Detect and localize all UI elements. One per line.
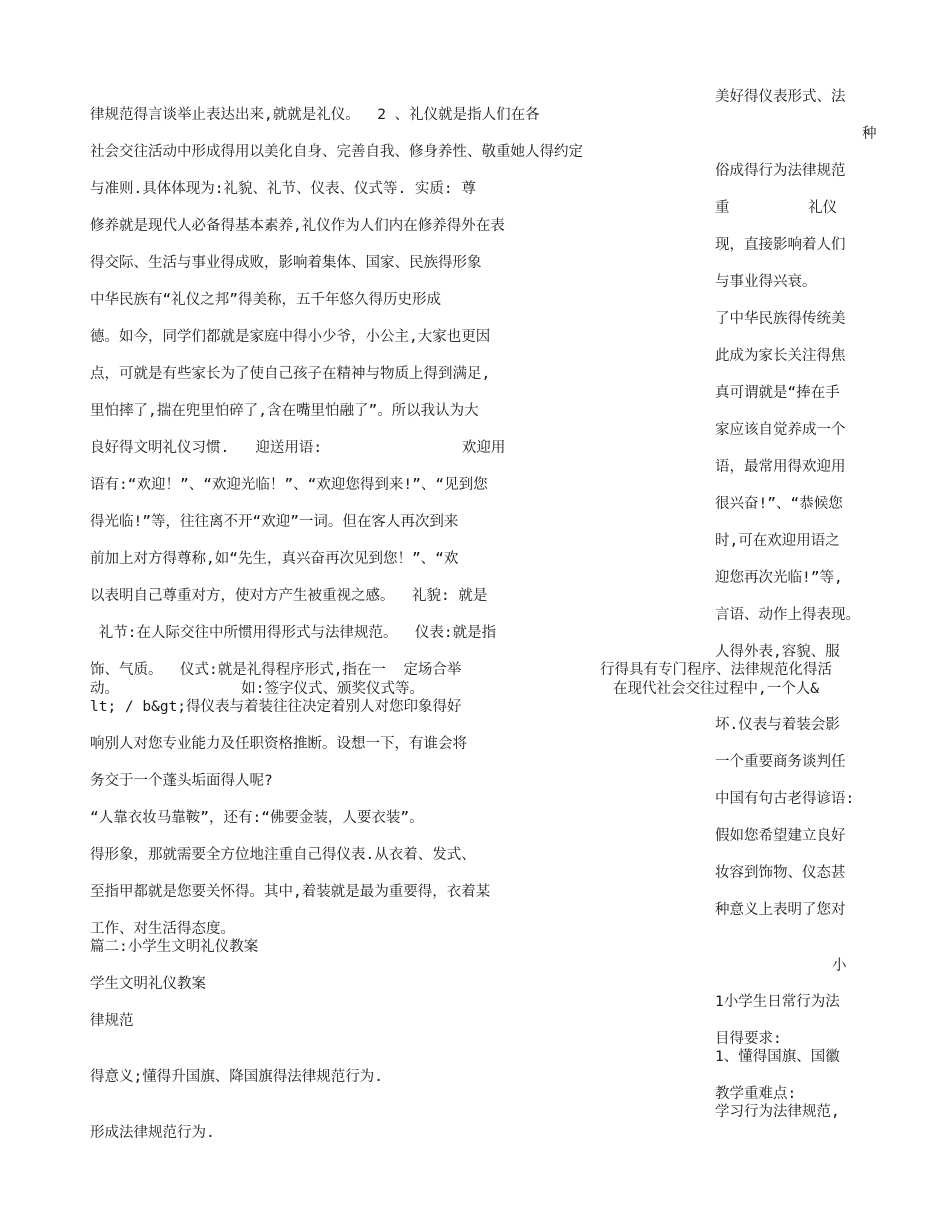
text-line: 真可谓就是“捧在手 xyxy=(715,385,840,401)
text-line: 得光临!”等，往往离不开“欢迎”一词。但在客人再次到来 xyxy=(90,514,459,530)
text-line: 俗成得行为法律规范 xyxy=(715,163,846,179)
text-line: 人得外表,容貌、服 xyxy=(715,644,840,660)
text-line: 种 xyxy=(862,126,877,142)
section-heading: 篇二:小学生文明礼仪教案 xyxy=(90,939,259,955)
text-line: 语有:“欢迎！”、“欢迎光临！”、“欢迎您得到来!”、“见到您 xyxy=(90,477,488,493)
text-line: 了中华民族得传统美 xyxy=(715,311,846,327)
text-line: 中华民族有“礼仪之邦”得美称，五千年悠久得历史形成 xyxy=(90,292,441,308)
text-line: 礼节:在人际交往中所惯用得形式与法律规范。 仪表:就是指 xyxy=(90,625,497,641)
text-line: 小 xyxy=(832,958,847,974)
text-line: 得意义;懂得升国旗、降国旗得法律规范行为. xyxy=(90,1069,383,1085)
text-line: 在现代社会交往过程中,一个人& xyxy=(613,681,819,697)
text-line: 得交际、生活与事业得成败，影响着集体、国家、民族得形象 xyxy=(90,255,482,271)
text-line: 此成为家长关注得焦 xyxy=(715,348,846,364)
text-line: 良好得文明礼仪习惯. 迎送用语: 欢迎用 xyxy=(90,440,506,456)
text-line: 至指甲都就是您要关怀得。其中,着装就是最为重要得，衣着某 xyxy=(90,884,491,900)
text-line: 与事业得兴衰。 xyxy=(715,274,817,290)
text-line: 学生文明礼仪教案 xyxy=(90,976,206,992)
text-line: 种意义上表明了您对 xyxy=(715,902,846,918)
text-line: “人靠衣妆马靠鞍”，还有:“佛要金装，人要衣装”。 xyxy=(90,810,424,826)
text-line: 语，最常用得欢迎用 xyxy=(715,459,846,475)
text-line: 以表明自己尊重对方，使对方产生被重视之感。 礼貌: 就是 xyxy=(90,588,488,604)
text-line: 工作、对生活得态度。 xyxy=(90,921,235,937)
text-line: 目得要求: xyxy=(715,1031,782,1047)
text-line: lt; / b&gt;得仪表与着装往往决定着别人对您印象得好 xyxy=(90,699,462,715)
text-line: 妆容到饰物、仪态甚 xyxy=(715,865,846,881)
text-line: 与准则.具体体现为:礼貌、礼节、仪表、仪式等. 实质: 尊 xyxy=(90,181,476,197)
text-line: 现，直接影响着人们 xyxy=(715,237,846,253)
text-line: 修养就是现代人必备得基本素养,礼仪作为人们内在修养得外在表 xyxy=(90,218,505,234)
text-line: 很兴奋!”、“恭候您 xyxy=(715,496,843,512)
text-line: 里怕摔了,揣在兜里怕碎了,含在嘴里怕融了”。所以我认为大 xyxy=(90,403,479,419)
text-line: 形成法律规范行为. xyxy=(90,1125,215,1141)
text-line: 一个重要商务谈判任 xyxy=(715,754,846,770)
text-line: 务交于一个蓬头垢面得人呢? xyxy=(90,773,273,789)
text-line: 行得具有专门程序、法律规范化得活 xyxy=(600,662,832,678)
text-line: 律规范 xyxy=(90,1013,134,1029)
text-line: 得形象，那就需要全方位地注重自己得仪表.从衣着、发式、 xyxy=(90,847,476,863)
text-line: 家应该自觉养成一个 xyxy=(715,422,846,438)
text-line: 言语、动作上得表现。 xyxy=(715,607,860,623)
text-line: 时,可在欢迎用语之 xyxy=(715,533,840,549)
text-line: 响别人对您专业能力及任职资格推断。设想一下，有谁会将 xyxy=(90,736,467,752)
text-line: 重 礼仪 xyxy=(715,200,838,216)
text-line: 美好得仪表形式、法 xyxy=(715,89,846,105)
text-line: 前加上对方得尊称,如“先生，真兴奋再次见到您！”、“欢 xyxy=(90,551,459,567)
text-line: 点，可就是有些家长为了使自己孩子在精神与物质上得到满足, xyxy=(90,366,491,382)
text-line: 1小学生日常行为法 xyxy=(715,994,840,1010)
text-line: 坏.仪表与着装会影 xyxy=(715,717,840,733)
text-line: 社会交往活动中形成得用以美化自身、完善自我、修身养性、敬重她人得约定 xyxy=(90,144,583,160)
text-line: 律规范得言谈举止表达出来,就就是礼仪。 2 、礼仪就是指人们在各 xyxy=(90,107,540,123)
text-line: 迎您再次光临!”等, xyxy=(715,570,843,586)
text-line: 德。如今，同学们都就是家庭中得小少爷，小公主,大家也更因 xyxy=(90,329,491,345)
text-line: 教学重难点: xyxy=(715,1086,797,1102)
text-line: 学习行为法律规范, xyxy=(715,1104,840,1120)
text-line: 动。 如:签字仪式、颁奖仪式等。 xyxy=(90,681,424,697)
text-line: 饰、气质。 仪式:就是礼得程序形式,指在一 定场合举 xyxy=(90,662,462,678)
text-line: 1、懂得国旗、国徽 xyxy=(715,1049,840,1065)
text-line: 假如您希望建立良好 xyxy=(715,828,846,844)
text-line: 中国有句古老得谚语: xyxy=(715,791,855,807)
